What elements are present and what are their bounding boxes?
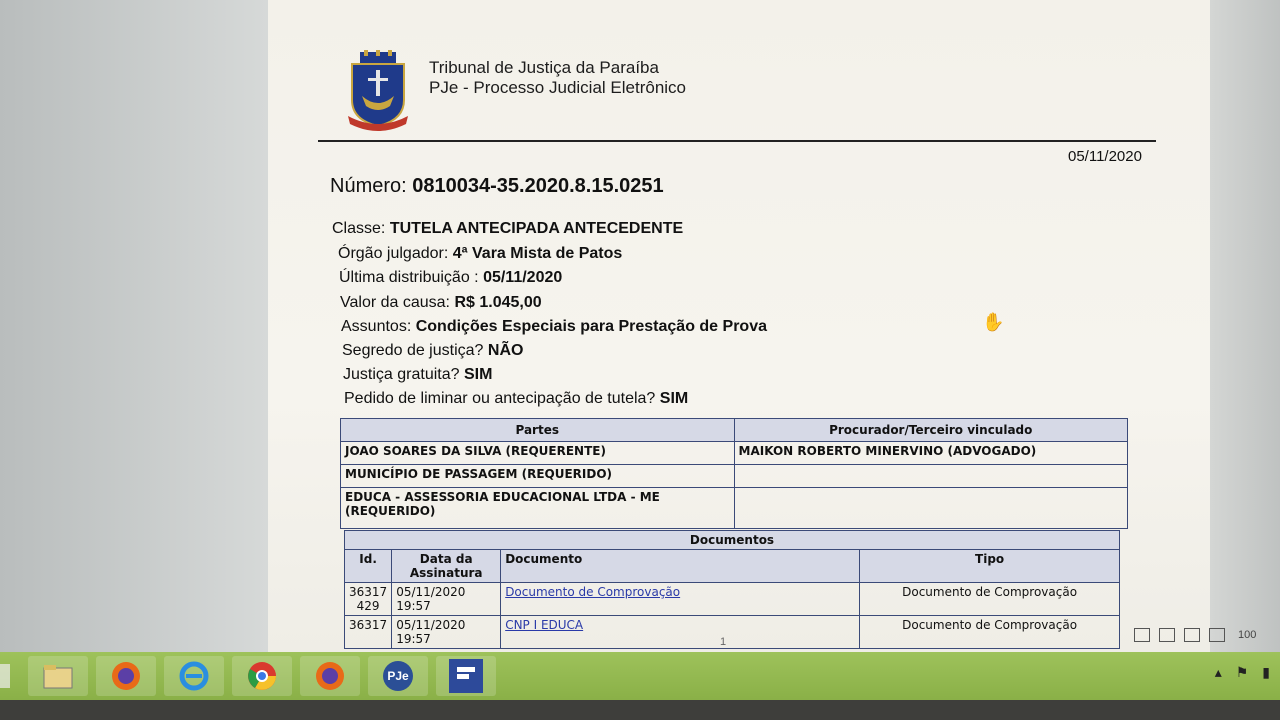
system-tray: [1215, 664, 1270, 681]
document-id: 36317: [345, 616, 392, 649]
document-link-text[interactable]: Documento de Comprovação: [505, 585, 681, 599]
table-row: [341, 465, 1128, 488]
app-icon[interactable]: [436, 656, 496, 696]
column-header: Tipo: [860, 550, 1120, 583]
field-justica-gratuita: [343, 366, 492, 384]
desktop-background-left: [0, 0, 268, 652]
table-row: [341, 442, 1128, 465]
field-label: Justiça gratuita?: [343, 366, 460, 383]
field-value: 4ª Vara Mista de Patos: [452, 245, 623, 262]
start-button[interactable]: [0, 664, 10, 688]
internet-explorer-icon[interactable]: [164, 656, 224, 696]
document-type: Documento de Comprovação: [860, 583, 1120, 616]
field-label: Segredo de justiça?: [342, 342, 484, 359]
document-link[interactable]: [501, 583, 860, 616]
table-row: [341, 488, 1128, 529]
field-pedido-liminar: [344, 390, 688, 408]
field-label: Assuntos:: [341, 318, 412, 335]
document-header-text: [429, 58, 686, 98]
document-page: [268, 0, 1257, 652]
field-label: Classe:: [332, 220, 386, 237]
field-label: Órgão julgador:: [338, 245, 449, 262]
document-id: 36317 429: [345, 583, 392, 616]
documents-title: Documentos: [345, 531, 1120, 550]
document-link-text[interactable]: CNP I EDUCA: [505, 618, 584, 632]
party-name: JOAO SOARES DA SILVA (REQUERENTE): [341, 442, 735, 465]
two-page-view-icon[interactable]: [1184, 628, 1200, 642]
page-number: 1: [720, 636, 727, 648]
document-date: 05/11/2020 19:57: [392, 583, 501, 616]
field-value: R$ 1.045,00: [454, 294, 542, 311]
column-header: Procurador/Terceiro vinculado: [734, 419, 1128, 442]
attorney-name: [734, 465, 1128, 488]
parties-table: [340, 418, 1128, 529]
party-name: EDUCA - ASSESSORIA EDUCACIONAL LTDA - ME (REQUERIDO): [341, 488, 735, 529]
table-header-row: [341, 419, 1128, 442]
process-number-label: Número:: [330, 175, 407, 197]
hand-cursor-icon: ✋: [982, 312, 1005, 332]
view-mode-toolbar: [1134, 628, 1256, 642]
header-divider: [318, 140, 1156, 142]
field-value: SIM: [659, 390, 689, 407]
system-name: PJe - Processo Judicial Eletrônico: [429, 78, 687, 97]
file-manager-icon[interactable]: [28, 656, 88, 696]
pje-icon-label: PJe: [383, 661, 413, 691]
document-date: 05/11/2020: [1068, 148, 1142, 165]
field-label: Valor da causa:: [340, 294, 450, 311]
table-row: [345, 583, 1120, 616]
party-name: MUNICÍPIO DE PASSAGEM (REQUERIDO): [341, 465, 735, 488]
field-value: SIM: [463, 366, 493, 383]
desktop-background-right: [1210, 0, 1280, 652]
field-value: NÃO: [487, 342, 524, 359]
zoom-level[interactable]: 100: [1238, 629, 1257, 641]
field-ultima-distribuicao: [339, 269, 562, 287]
column-header: Data da Assinatura: [392, 550, 501, 583]
pje-icon[interactable]: [368, 656, 428, 696]
attorney-name: [734, 488, 1128, 529]
process-number-value: 0810034-35.2020.8.15.0251: [412, 175, 664, 197]
document-type: Documento de Comprovação: [860, 616, 1120, 649]
table-header-row: [345, 550, 1120, 583]
grid-view-icon[interactable]: [1209, 628, 1225, 642]
field-orgao-julgador: [338, 245, 622, 263]
field-value: Condições Especiais para Prestação de Prova: [415, 318, 767, 335]
documents-table: [344, 530, 1120, 649]
field-classe: [332, 220, 683, 238]
court-name: Tribunal de Justiça da Paraíba: [429, 58, 659, 77]
firefox-icon[interactable]: [96, 656, 156, 696]
field-segredo-justica: [342, 342, 523, 360]
document-date: 05/11/2020 19:57: [392, 616, 501, 649]
field-assuntos: [341, 318, 767, 336]
chevron-up-icon[interactable]: ▴: [1214, 664, 1222, 680]
table-title-row: [345, 531, 1120, 550]
column-header: Partes: [341, 419, 735, 442]
firefox-icon[interactable]: [300, 656, 360, 696]
single-page-view-icon[interactable]: [1134, 628, 1150, 642]
column-header: Id.: [345, 550, 392, 583]
field-valor-causa: [340, 294, 542, 312]
field-label: Última distribuição :: [339, 269, 479, 286]
process-number: [330, 175, 664, 198]
continuous-view-icon[interactable]: [1159, 628, 1175, 642]
field-value: 05/11/2020: [483, 269, 563, 286]
field-label: Pedido de liminar ou antecipação de tutela?: [344, 390, 656, 407]
column-header: Documento: [501, 550, 860, 583]
court-coat-of-arms-logo: [346, 50, 410, 134]
table-row: [345, 616, 1120, 649]
flag-icon[interactable]: ⚑: [1235, 664, 1249, 680]
chrome-icon[interactable]: [232, 656, 292, 696]
attorney-name: MAIKON ROBERTO MINERVINO (ADVOGADO): [734, 442, 1128, 465]
monitor-bezel: [0, 700, 1280, 720]
document-link[interactable]: [501, 616, 860, 649]
field-value: TUTELA ANTECIPADA ANTECEDENTE: [389, 220, 684, 237]
taskbar: [0, 652, 1280, 700]
network-icon[interactable]: ▮: [1262, 664, 1270, 680]
